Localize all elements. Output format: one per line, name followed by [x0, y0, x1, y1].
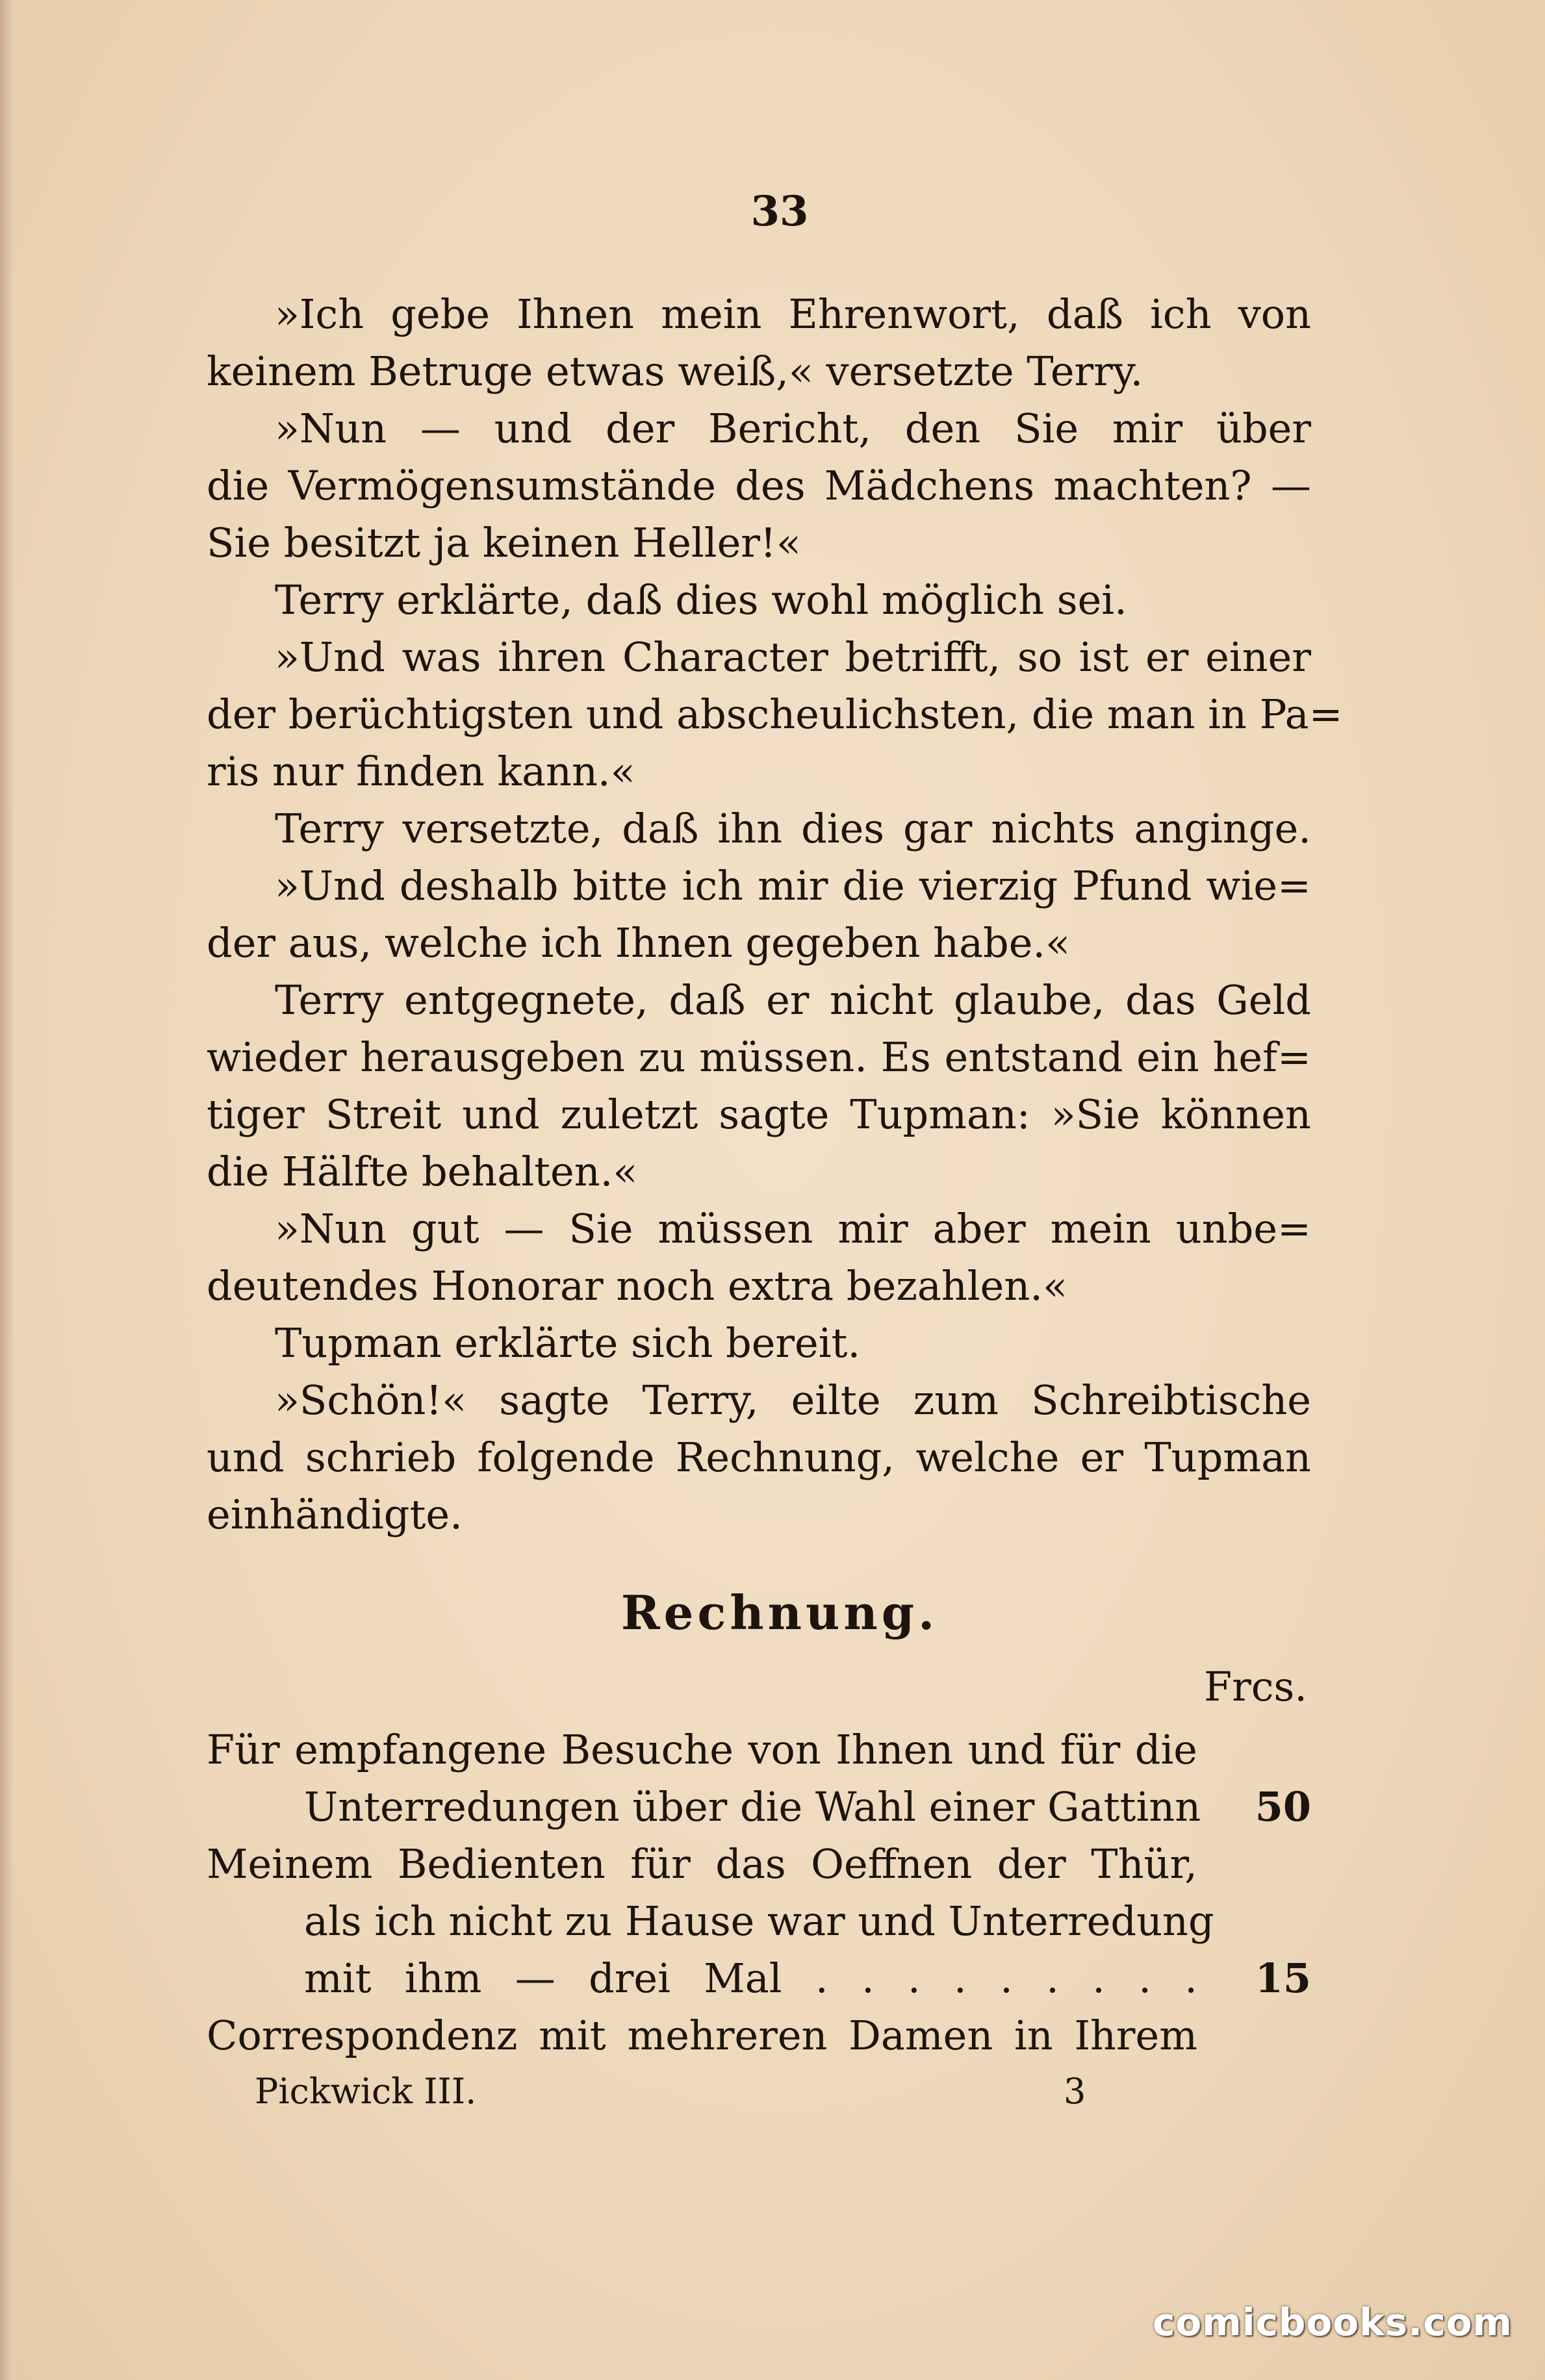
- text-line: Tupman erklärte sich bereit.: [275, 1319, 861, 1367]
- bill-heading: Rechnung.: [620, 1585, 939, 1640]
- text-line: »Nun gut — Sie müssen mir aber mein unbe=: [275, 1205, 1311, 1252]
- text-line: Sie besitzt ja keinen Heller!«: [207, 519, 801, 566]
- bill-item-text: Correspondenz mit mehreren Damen in Ihrem: [207, 2012, 1197, 2059]
- text-line: die Hälfte behalten.«: [207, 1148, 638, 1195]
- bill-item-text: als ich nicht zu Hause war und Unterredung: [304, 1897, 1214, 1945]
- text-line: Terry versetzte, daß ihn dies gar nichts anginge.: [275, 805, 1311, 852]
- bill-item-text: Unterredungen über die Wahl einer Gattinn: [304, 1783, 1201, 1830]
- bill-item-text: mit ihm — drei Mal . . . . . . . . .: [304, 1955, 1197, 2002]
- page-binding-edge: [0, 0, 14, 2380]
- bill-row: [207, 2007, 1311, 2064]
- text-line: der berüchtigsten und abscheulichsten, die man in Pa=: [207, 690, 1343, 738]
- bill-row: [207, 1836, 1311, 1893]
- bill-row: [207, 1950, 1311, 2007]
- text-line: tiger Streit und zuletzt sagte Tupman: »Sie können: [207, 1091, 1311, 1138]
- bill-row: [207, 1721, 1311, 1779]
- text-line: einhändigte.: [207, 1491, 463, 1538]
- text-line: »Schön!« sagte Terry, eilte zum Schreibtische: [275, 1376, 1311, 1424]
- bill-row: [207, 1893, 1311, 1950]
- signature-mark: Pickwick III.: [255, 2071, 477, 2112]
- text-line: der aus, welche ich Ihnen gegeben habe.«: [207, 919, 1071, 967]
- watermark-text: comicbooks.com: [1153, 2300, 1513, 2344]
- body-text: [207, 286, 1343, 1543]
- bill-row: [207, 1779, 1311, 1836]
- text-line: Terry erklärte, daß dies wohl möglich sei.: [275, 576, 1127, 624]
- text-line: »Und was ihren Character betrifft, so ist er einer: [275, 633, 1311, 681]
- text-line: die Vermögensumstände des Mädchens machten? —: [207, 462, 1311, 509]
- currency-column-label: Frcs.: [1204, 1663, 1307, 1710]
- signature-number: 3: [1064, 2071, 1086, 2112]
- text-line: »Und deshalb bitte ich mir die vierzig Pfund wie=: [275, 862, 1311, 909]
- text-line: »Ich gebe Ihnen mein Ehrenwort, daß ich von: [275, 290, 1311, 338]
- book-page: [14, 0, 1545, 2380]
- bill-item-amount: 15: [1255, 1955, 1311, 2002]
- text-line: keinem Betruge etwas weiß,« versetzte Terry.: [207, 348, 1143, 395]
- text-line: wieder herausgeben zu müssen. Es entstand ein hef=: [207, 1033, 1311, 1081]
- text-line: »Nun — und der Bericht, den Sie mir über: [275, 405, 1311, 452]
- page-number: 33: [750, 187, 809, 236]
- page-footer: [255, 2066, 1229, 2118]
- bill-item-amount: 50: [1255, 1783, 1311, 1830]
- text-line: Terry entgegnete, daß er nicht glaube, das Geld: [275, 976, 1311, 1024]
- text-line: und schrieb folgende Rechnung, welche er Tupman: [207, 1434, 1311, 1481]
- text-line: deutendes Honorar noch extra bezahlen.«: [207, 1262, 1067, 1310]
- bill-item-text: Meinem Bedienten für das Oeffnen der Thür,: [207, 1840, 1197, 1888]
- bill-item-text: Für empfangene Besuche von Ihnen und für die: [207, 1726, 1197, 1773]
- bill-table: [207, 1721, 1311, 2064]
- text-line: ris nur finden kann.«: [207, 748, 635, 795]
